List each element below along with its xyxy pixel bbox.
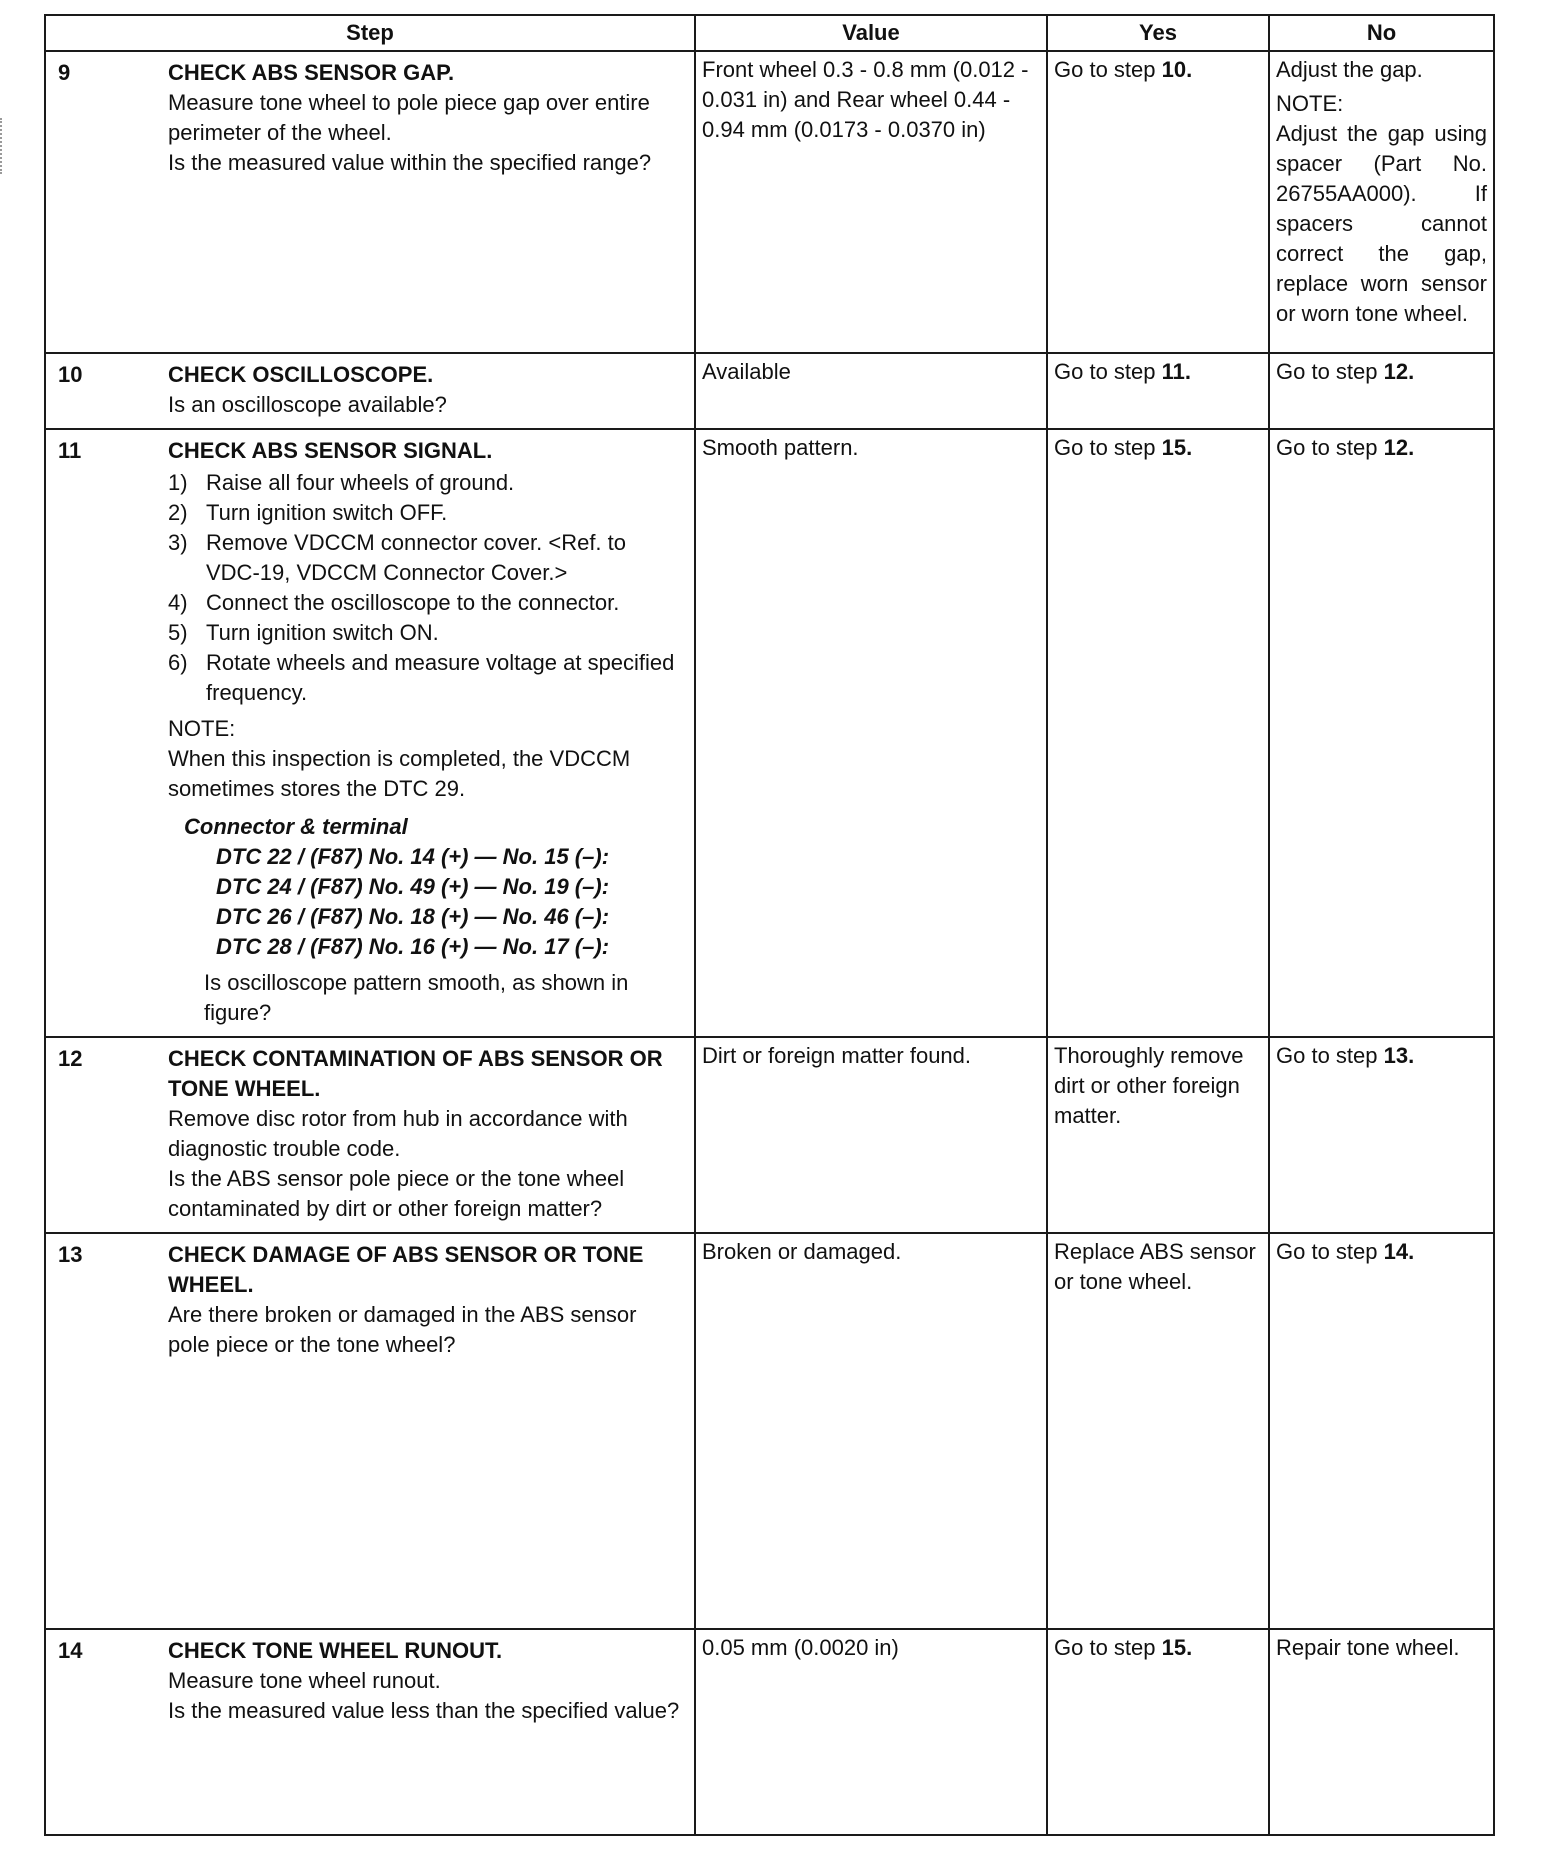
step-cell xyxy=(45,353,695,429)
no-cell xyxy=(1269,1037,1494,1233)
no-step-ref: 13. xyxy=(1383,1043,1415,1068)
step-number: 9 xyxy=(58,60,71,85)
no-step-ref: 12. xyxy=(1383,435,1415,460)
no-text: Go to step xyxy=(1276,1239,1384,1264)
step-question: Is the measured value within the specified range? xyxy=(168,150,652,175)
list-item xyxy=(168,498,682,528)
step-title: CHECK ABS SENSOR SIGNAL. xyxy=(168,438,493,463)
no-text: Go to step xyxy=(1276,359,1384,384)
yes-cell xyxy=(1047,429,1269,1037)
step-title: CHECK DAMAGE OF ABS SENSOR OR TONE WHEEL. xyxy=(168,1242,644,1297)
yes-cell: Thoroughly remove dirt or other foreign matter. xyxy=(1047,1037,1269,1233)
table-row-step-11 xyxy=(45,429,1494,1037)
step-instruction: Measure tone wheel runout. xyxy=(168,1668,441,1693)
step-question: Is the measured value less than the specified value? xyxy=(168,1698,680,1723)
note-text: When this inspection is completed, the VDCCM sometimes stores the DTC 29. xyxy=(168,746,631,801)
step-number: 10 xyxy=(58,362,83,387)
substep-text: Remove VDCCM connector cover. <Ref. to VDC-19, VDCCM Connector Cover.> xyxy=(206,530,626,585)
no-cell xyxy=(1269,51,1494,353)
value-cell: Front wheel 0.3 - 0.8 mm (0.012 - 0.031 in) and Rear wheel 0.44 - 0.94 mm (0.0173 - 0.0370 in) xyxy=(695,51,1047,353)
list-item xyxy=(168,528,682,588)
yes-cell xyxy=(1047,1629,1269,1835)
step-title: CHECK CONTAMINATION OF ABS SENSOR OR TONE WHEEL. xyxy=(168,1046,663,1101)
table-row-step-14 xyxy=(45,1629,1494,1835)
table-row-step-12 xyxy=(45,1037,1494,1233)
connector-line: DTC 22 / (F87) No. 14 (+) — No. 15 (–): xyxy=(216,844,610,869)
yes-cell: Replace ABS sensor or tone wheel. xyxy=(1047,1233,1269,1629)
note-text: Adjust the gap using spacer (Part No. 26755AA000). If spacers cannot correct the gap, replace worn sensor or worn tone wheel. xyxy=(1276,121,1487,326)
header-step: Step xyxy=(45,15,695,51)
note-label: NOTE: xyxy=(168,716,236,741)
header-yes: Yes xyxy=(1047,15,1269,51)
list-item xyxy=(168,588,682,618)
yes-step-ref: 11. xyxy=(1161,359,1191,384)
step-question: Are there broken or damaged in the ABS sensor pole piece or the tone wheel? xyxy=(168,1302,637,1357)
substep-number: 4) xyxy=(168,590,188,615)
list-item xyxy=(168,648,682,708)
step-title: CHECK TONE WHEEL RUNOUT. xyxy=(168,1638,503,1663)
diagnostic-table xyxy=(44,14,1495,1836)
table-row-step-10 xyxy=(45,353,1494,429)
table-row-step-13 xyxy=(45,1233,1494,1629)
header-value: Value xyxy=(695,15,1047,51)
step-title: CHECK ABS SENSOR GAP. xyxy=(168,60,455,85)
no-text: Go to step xyxy=(1276,1043,1384,1068)
value-cell: 0.05 mm (0.0020 in) xyxy=(695,1629,1047,1835)
substep-text: Turn ignition switch OFF. xyxy=(206,500,448,525)
substep-number: 2) xyxy=(168,500,188,525)
no-step-ref: 14. xyxy=(1383,1239,1415,1264)
step-instruction: Remove disc rotor from hub in accordance with diagnostic trouble code. xyxy=(168,1106,628,1161)
substep-text: Turn ignition switch ON. xyxy=(206,620,439,645)
connector-line: DTC 26 / (F87) No. 18 (+) — No. 46 (–): xyxy=(216,904,610,929)
step-cell xyxy=(45,429,695,1037)
step-cell xyxy=(45,51,695,353)
step-number: 11 xyxy=(58,438,82,463)
step-instruction: Measure tone wheel to pole piece gap over entire perimeter of the wheel. xyxy=(168,90,650,145)
yes-step-ref: 15. xyxy=(1161,435,1193,460)
list-item xyxy=(168,618,682,648)
yes-text: Go to step xyxy=(1054,359,1162,384)
yes-step-ref: 15. xyxy=(1161,1635,1193,1660)
connector-terminal-title: Connector & terminal xyxy=(184,814,408,839)
value-cell: Dirt or foreign matter found. xyxy=(695,1037,1047,1233)
list-item xyxy=(168,468,682,498)
substep-number: 1) xyxy=(168,470,188,495)
no-cell xyxy=(1269,429,1494,1037)
table-row-step-9 xyxy=(45,51,1494,353)
step-cell xyxy=(45,1629,695,1835)
step-cell xyxy=(45,1233,695,1629)
scan-artifact xyxy=(0,118,6,174)
yes-cell xyxy=(1047,353,1269,429)
step-question: Is an oscilloscope available? xyxy=(168,392,447,417)
substep-number: 6) xyxy=(168,650,188,675)
substep-number: 5) xyxy=(168,620,188,645)
step-title: CHECK OSCILLOSCOPE. xyxy=(168,362,434,387)
yes-text: Go to step xyxy=(1054,1635,1162,1660)
substep-text: Connect the oscilloscope to the connector. xyxy=(206,590,620,615)
substep-text: Rotate wheels and measure voltage at specified frequency. xyxy=(206,650,675,705)
substep-text: Raise all four wheels of ground. xyxy=(206,470,515,495)
step-cell xyxy=(45,1037,695,1233)
substep-number: 3) xyxy=(168,530,188,555)
no-text: Adjust the gap. xyxy=(1276,57,1423,82)
no-text: Go to step xyxy=(1276,435,1384,460)
substep-list xyxy=(168,468,682,708)
header-row xyxy=(45,15,1494,51)
diagnostic-procedure-sheet xyxy=(44,14,1493,1836)
note-label: NOTE: xyxy=(1276,91,1344,116)
step-number: 12 xyxy=(58,1046,83,1071)
header-no: No xyxy=(1269,15,1494,51)
step-number: 13 xyxy=(58,1242,83,1267)
yes-cell xyxy=(1047,51,1269,353)
yes-text: Go to step xyxy=(1054,57,1162,82)
step-question: Is the ABS sensor pole piece or the tone wheel contaminated by dirt or other foreign matter? xyxy=(168,1166,625,1221)
value-cell: Broken or damaged. xyxy=(695,1233,1047,1629)
no-cell xyxy=(1269,353,1494,429)
yes-text: Go to step xyxy=(1054,435,1162,460)
connector-line: DTC 28 / (F87) No. 16 (+) — No. 17 (–): xyxy=(216,934,610,959)
no-step-ref: 12. xyxy=(1383,359,1415,384)
step-question: Is oscilloscope pattern smooth, as shown in figure? xyxy=(204,970,629,1025)
value-cell: Smooth pattern. xyxy=(695,429,1047,1037)
no-cell xyxy=(1269,1233,1494,1629)
no-cell: Repair tone wheel. xyxy=(1269,1629,1494,1835)
yes-step-ref: 10. xyxy=(1161,57,1193,82)
connector-line: DTC 24 / (F87) No. 49 (+) — No. 19 (–): xyxy=(216,874,610,899)
step-number: 14 xyxy=(58,1638,83,1663)
value-cell: Available xyxy=(695,353,1047,429)
